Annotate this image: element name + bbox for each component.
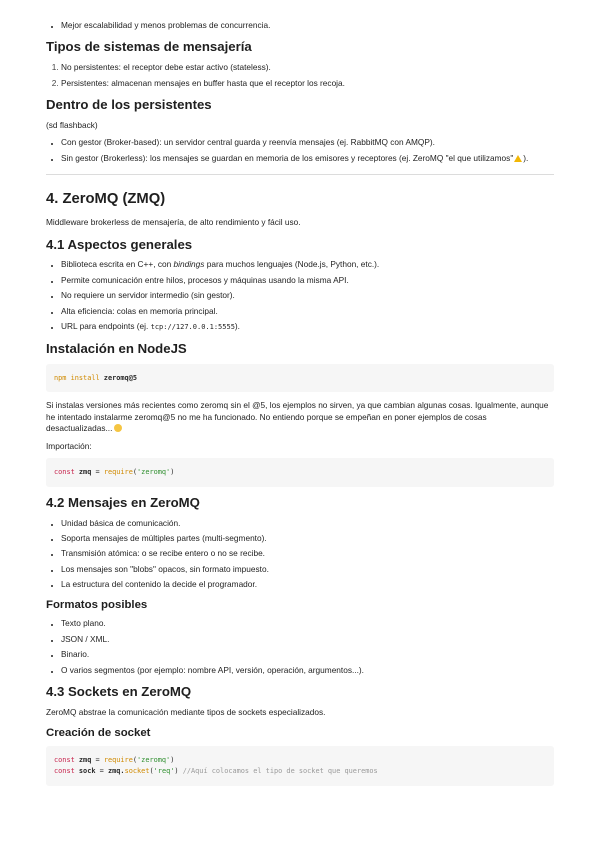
sockets-description: ZeroMQ abstrae la comunicación mediante tipos de sockets especializados. bbox=[46, 707, 326, 718]
list-item: • Mejor escalabilidad y menos problemas de concurrencia. bbox=[61, 20, 554, 31]
section-heading-persistentes: Dentro de los persistentes bbox=[46, 97, 212, 113]
list-item: • JSON / XML. bbox=[61, 634, 554, 645]
list-item: • Los mensajes son "blobs" opacos, sin formato impuesto. bbox=[61, 564, 554, 575]
inline-code: tcp://127.0.0.1:5555 bbox=[150, 323, 235, 332]
section-heading-instalacion: Instalación en NodeJS bbox=[46, 340, 187, 356]
intro-list bbox=[46, 20, 554, 31]
list-item: • Permite comunicación entre hilos, procesos y máquinas usando la misma API. bbox=[61, 275, 554, 286]
list-item: • URL para endpoints (ej. tcp://127.0.0.1:5555). bbox=[61, 321, 554, 333]
list-item: • Binario. bbox=[61, 649, 554, 660]
section-heading-mensajes: 4.2 Mensajes en ZeroMQ bbox=[46, 494, 200, 510]
section-heading-aspectos: 4.1 Aspectos generales bbox=[46, 236, 193, 252]
list-item: • Unidad básica de comunicación. bbox=[61, 518, 554, 529]
section-heading-sockets: 4.3 Sockets en ZeroMQ bbox=[46, 684, 192, 700]
persistentes-list bbox=[46, 137, 554, 164]
list-item: • Biblioteca escrita en C++, con bindings para muchos lenguajes (Node.js, Python, etc.). bbox=[61, 259, 554, 270]
list-item: • Transmisión atómica: o se recibe entero o no se recibe. bbox=[61, 548, 554, 559]
list-item: 2. Persistentes: almacenan mensajes en buffer hasta que el receptor los recoja. bbox=[61, 78, 554, 89]
section-heading-formatos: Formatos posibles bbox=[46, 598, 148, 611]
tipos-list bbox=[46, 62, 554, 89]
chapter-description: Middleware brokerless de mensajería, de alto rendimiento y fácil uso. bbox=[46, 217, 301, 228]
section-heading-creacion: Creación de socket bbox=[46, 726, 151, 739]
mensajes-list bbox=[46, 518, 554, 591]
formatos-list bbox=[46, 618, 554, 676]
section-heading-tipos: Tipos de sistemas de mensajería bbox=[46, 39, 252, 55]
list-item: • La estructura del contenido la decide el programador. bbox=[61, 579, 554, 590]
install-paragraph: Si instalas versiones más recientes como zeromq sin el @5, los ejemplos no sirven, ya que cambian algunas cosas. Igualmente, aunque he intentado instalarme zeromq@5 no me ha funcionado. No entiendo porque se empeñan en poner ejemplos de cosas desactualizadas... bbox=[46, 400, 549, 434]
list-item: • O varios segmentos (por ejemplo: nombre API, versión, operación, argumentos...). bbox=[61, 665, 554, 676]
list-item: • No requiere un servidor intermedio (sin gestor). bbox=[61, 290, 554, 301]
list-item: • Con gestor (Broker-based): un servidor central guarda y reenvía mensajes (ej. RabbitMQ con AMQP). bbox=[61, 137, 554, 148]
chapter-title: 4. ZeroMQ (ZMQ) bbox=[46, 191, 166, 208]
code-block-import: const zmq = require('zeromq') bbox=[46, 458, 554, 487]
code-block-install: npm install zeromq@5 bbox=[46, 364, 554, 393]
list-item: • Texto plano. bbox=[61, 618, 554, 629]
note-text: (sd flashback) bbox=[46, 120, 98, 130]
divider bbox=[46, 174, 554, 175]
list-item: • Soporta mensajes de múltiples partes (multi-segmento). bbox=[61, 533, 554, 544]
list-item: • Alta eficiencia: colas en memoria principal. bbox=[61, 306, 554, 317]
list-item: 1. No persistentes: el receptor debe estar activo (stateless). bbox=[61, 62, 554, 73]
aspectos-list bbox=[46, 259, 554, 332]
code-block-socket: const zmq = require('zeromq') const sock = zmq.socket('req') //Aquí colocamos el tipo de socket que queremos bbox=[46, 746, 554, 785]
list-item: • Sin gestor (Brokerless): los mensajes se guardan en memoria de los emisores y receptores (ej. ZeroMQ "el que utilizamos" ). bbox=[61, 153, 554, 164]
warning-icon bbox=[514, 155, 522, 162]
sweat-smile-icon bbox=[114, 424, 122, 432]
import-label: Importación: bbox=[46, 440, 92, 451]
